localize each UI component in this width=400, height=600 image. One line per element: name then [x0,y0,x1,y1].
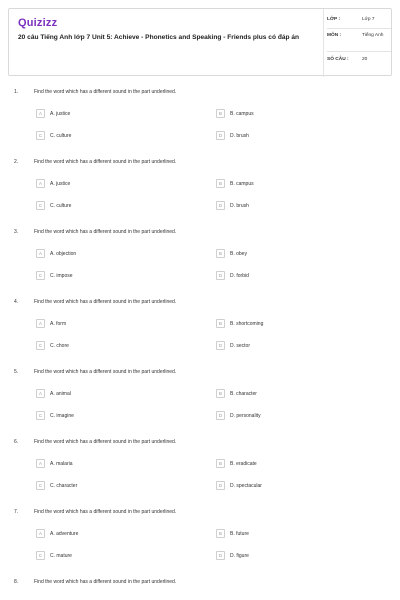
option-letter-box[interactable]: A [36,459,45,468]
answer-option-b[interactable] [216,249,366,259]
answer-option-d[interactable] [216,551,366,561]
option-text: B. future [230,530,249,537]
option-letter-box[interactable]: D [216,481,225,490]
option-text: D. personality [230,412,261,419]
answer-option-d[interactable] [216,481,366,491]
option-text: B. campus [230,110,254,117]
option-letter-box[interactable]: A [36,109,45,118]
option-letter-box[interactable]: A [36,529,45,538]
question-text: Find the word which has a different sound in the part underlined. [34,89,177,95]
option-text: C. imagine [50,412,74,419]
question-number: 4. [14,299,19,305]
option-text: A. malaria [50,460,73,467]
answer-option-c[interactable] [36,411,186,421]
option-text: D. forbid [230,272,249,279]
question-text: Find the word which has a different sound in the part underlined. [34,159,177,165]
answer-option-a[interactable] [36,319,186,329]
answer-option-b[interactable] [216,459,366,469]
question-text: Find the word which has a different sound in the part underlined. [34,299,177,305]
option-letter-box[interactable]: D [216,271,225,280]
question-text: Find the word which has a different sound in the part underlined. [34,229,177,235]
question-text: Find the word which has a different sound in the part underlined. [34,579,177,585]
answer-option-b[interactable] [216,109,366,119]
option-text: D. figure [230,552,249,559]
answer-option-a[interactable] [36,529,186,539]
answer-option-d[interactable] [216,411,366,421]
option-letter-box[interactable]: A [36,249,45,258]
option-letter-box[interactable]: B [216,249,225,258]
answer-option-a[interactable] [36,459,186,469]
answer-option-c[interactable] [36,201,186,211]
answer-option-c[interactable] [36,271,186,281]
question-number: 7. [14,509,19,515]
option-text: A. adventure [50,530,79,537]
answer-option-d[interactable] [216,341,366,351]
option-text: A. form [50,320,67,327]
option-text: A. justice [50,110,71,117]
option-letter-box[interactable]: D [216,551,225,560]
option-text: C. culture [50,202,72,209]
option-letter-box[interactable]: A [36,319,45,328]
worksheet-header [8,8,392,76]
option-text: B. shortcoming [230,320,264,327]
meta-grade-value: Lớp 7 [362,17,375,22]
meta-count-label: SỐ CÂU : [327,57,349,62]
worksheet-title: 20 câu Tiếng Anh lớp 7 Unit 5: Achieve - Phonetics and Speaking - Friends plus có đáp án [18,34,300,41]
question-number: 5. [14,369,19,375]
answer-option-c[interactable] [36,481,186,491]
answer-option-d[interactable] [216,131,366,141]
option-text: D. brush [230,132,249,139]
meta-separator [327,51,391,52]
option-letter-box[interactable]: B [216,529,225,538]
meta-divider [323,9,324,77]
meta-grade-label: LỚP : [327,17,341,22]
option-text: C. culture [50,132,72,139]
answer-option-c[interactable] [36,341,186,351]
option-text: A. objection [50,250,77,257]
option-text: C. chore [50,342,69,349]
answer-option-d[interactable] [216,201,366,211]
meta-separator [327,28,391,29]
option-text: C. mature [50,552,72,559]
answer-option-b[interactable] [216,529,366,539]
answer-option-d[interactable] [216,271,366,281]
option-text: D. brush [230,202,249,209]
option-text: B. eradicate [230,460,257,467]
meta-subject-label: MÔN : [327,33,342,38]
option-letter-box[interactable]: C [36,341,45,350]
option-text: C. character [50,482,78,489]
option-letter-box[interactable]: D [216,201,225,210]
option-text: A. justice [50,180,71,187]
option-letter-box[interactable]: A [36,389,45,398]
question-text: Find the word which has a different sound in the part underlined. [34,509,177,515]
option-text: D. sector [230,342,251,349]
answer-option-a[interactable] [36,249,186,259]
option-letter-box[interactable]: B [216,319,225,328]
answer-option-b[interactable] [216,319,366,329]
option-text: C. impose [50,272,73,279]
option-text: B. character [230,390,257,397]
answer-option-c[interactable] [36,131,186,141]
question-number: 6. [14,439,19,445]
option-letter-box[interactable]: D [216,341,225,350]
option-letter-box[interactable]: B [216,459,225,468]
answer-option-a[interactable] [36,109,186,119]
question-number: 3. [14,229,19,235]
option-letter-box[interactable]: C [36,201,45,210]
question-text: Find the word which has a different sound in the part underlined. [34,369,177,375]
question-number: 2. [14,159,19,165]
answer-option-b[interactable] [216,179,366,189]
question-number: 8. [14,579,19,585]
option-letter-box[interactable]: A [36,179,45,188]
option-text: B. campus [230,180,254,187]
answer-option-c[interactable] [36,551,186,561]
option-letter-box[interactable]: B [216,109,225,118]
option-letter-box[interactable]: C [36,271,45,280]
answer-option-b[interactable] [216,389,366,399]
option-letter-box[interactable]: C [36,411,45,420]
answer-option-a[interactable] [36,179,186,189]
option-letter-box[interactable]: B [216,389,225,398]
question-text: Find the word which has a different sound in the part underlined. [34,439,177,445]
question-number: 1. [14,89,19,95]
option-letter-box[interactable]: B [216,179,225,188]
meta-count-value: 20 [362,57,368,62]
option-text: B. obey [230,250,247,257]
option-letter-box[interactable]: D [216,411,225,420]
option-letter-box[interactable]: C [36,481,45,490]
option-letter-box[interactable]: D [216,131,225,140]
option-letter-box[interactable]: C [36,131,45,140]
option-text: A. animal [50,390,71,397]
option-letter-box[interactable]: C [36,551,45,560]
answer-option-a[interactable] [36,389,186,399]
option-text: D. spectacular [230,482,262,489]
quizizz-logo: Quizizz [18,17,58,29]
meta-subject-value: Tiếng Anh [362,33,384,38]
